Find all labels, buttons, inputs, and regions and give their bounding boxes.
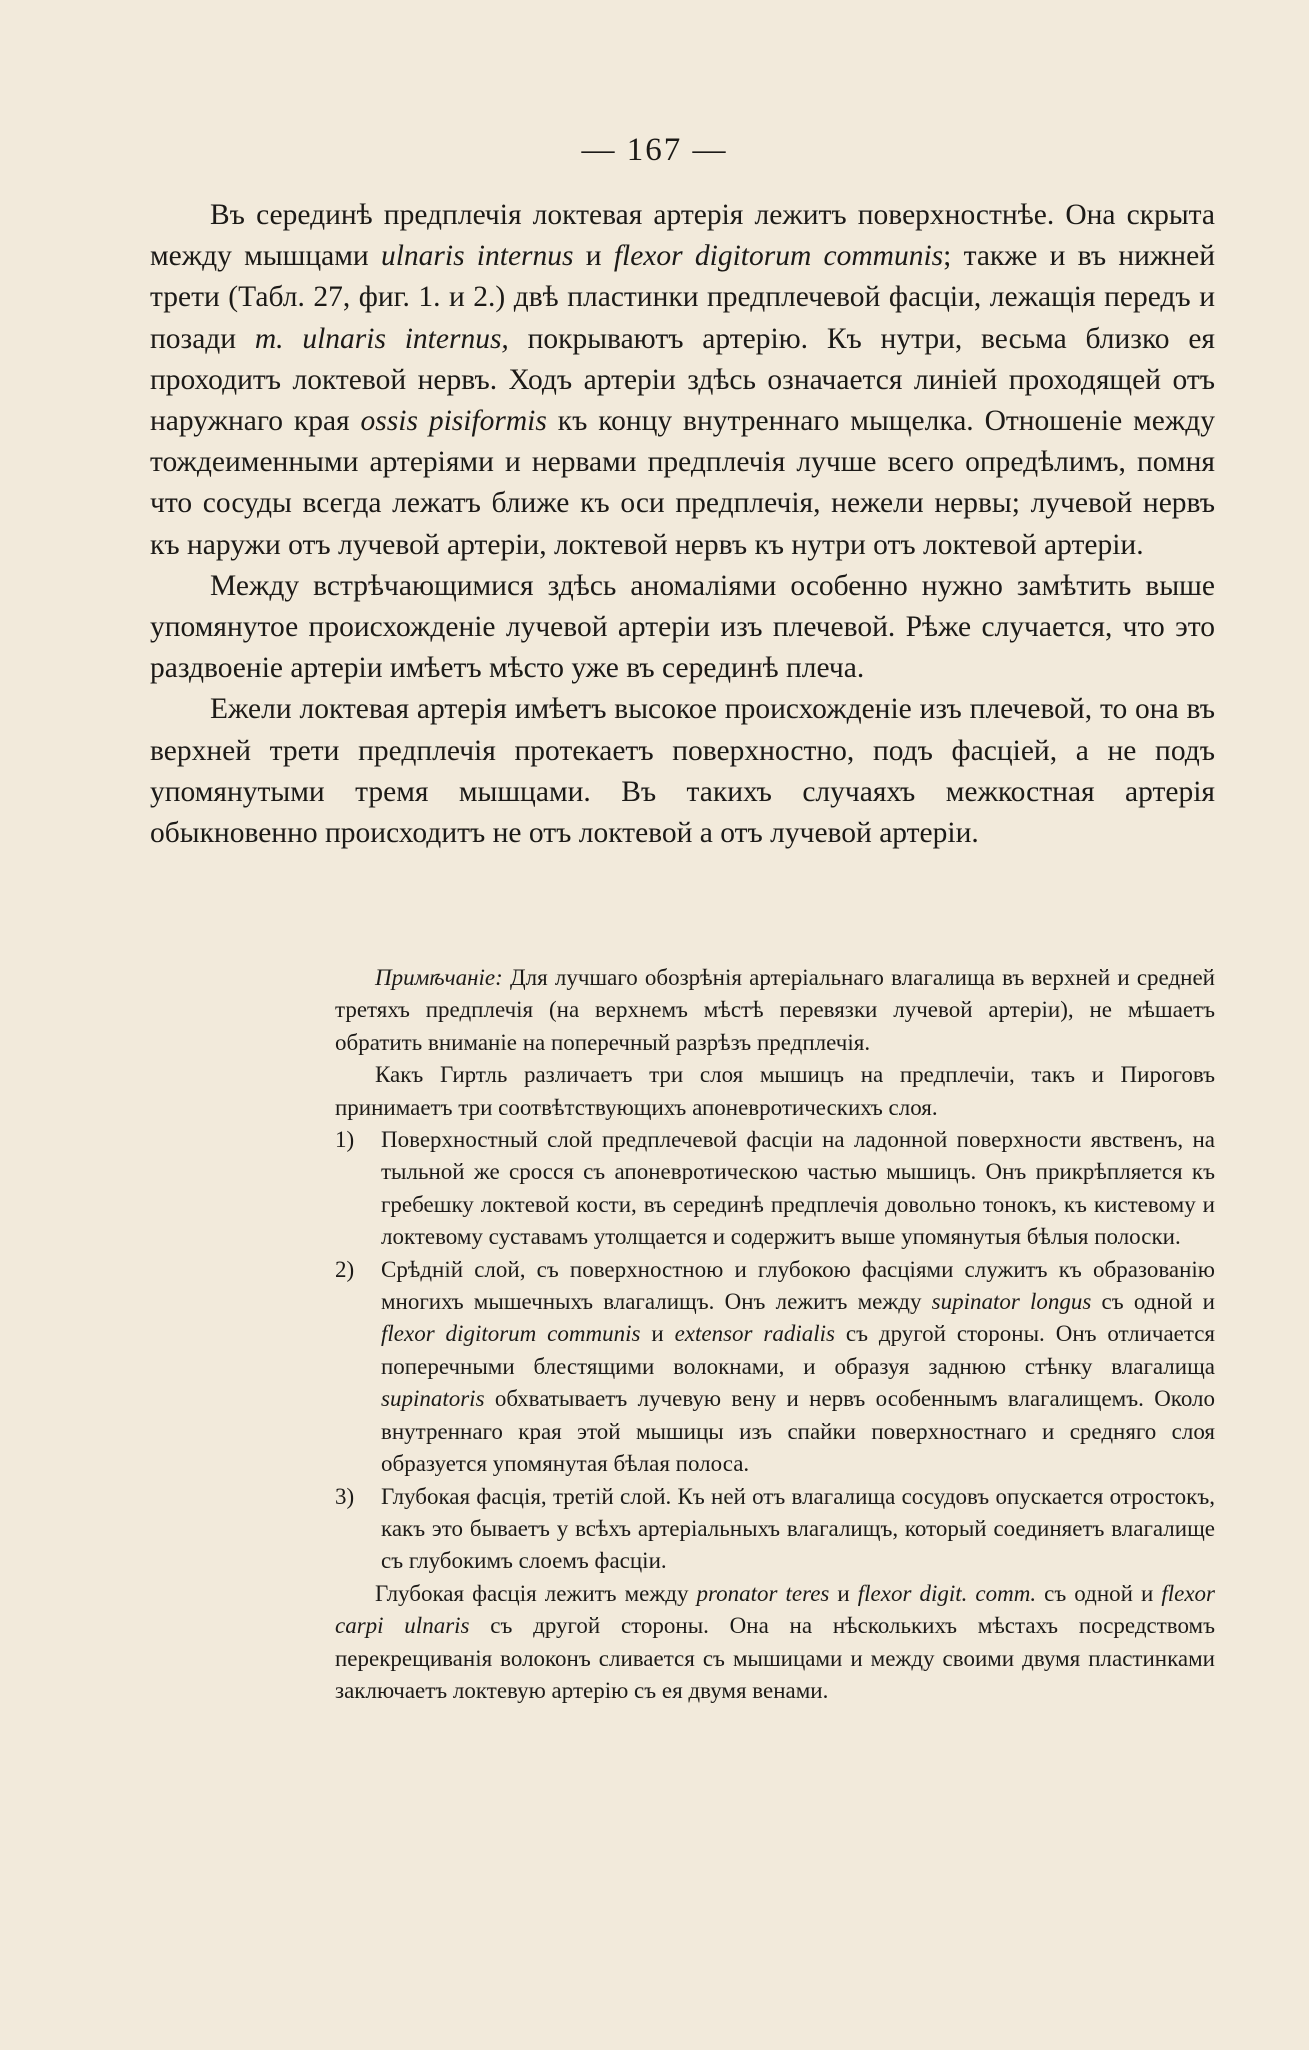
- paragraph-3: Ежели локтевая артерія имѣетъ высокое происхожденіе изъ плечевой, то она въ верхней трети предплечія протекаетъ поверхностно, подъ фасціей, а не подъ упомянутыми тремя мышцами. Въ такихъ случаяхъ межкостная артерія обыкновенно происходитъ не отъ локтевой а отъ лучевой артеріи.: [150, 693, 1215, 850]
- latin-term: m. ulnaris internus,: [254, 322, 509, 355]
- main-text: [150, 195, 1215, 854]
- note-paragraph-last: Глубокая фасція лежитъ между pronator teres и flexor digit. comm. съ одной и flexor carpi ulnaris съ другой стороны. Она на нѣсколькихъ мѣстахъ посредствомъ перекрещиванія волоконъ сливается съ мышицами и между своими двумя пластинками заключаетъ локтевую артерію съ ея двумя венами.: [335, 1580, 1216, 1703]
- list-number: 3): [335, 1483, 355, 1509]
- note-paragraph-1: Примѣчаніе: Для лучшаго обозрѣнія артеріальнаго влагалища въ верхней и средней третяхъ предплечія (на верхнемъ мѣстѣ перевязки лучевой артеріи), не мѣшаетъ обратить вниманіе на поперечный разрѣзъ предплечія.: [335, 965, 1215, 1055]
- latin-term: flexor digit. comm.: [857, 1580, 1037, 1606]
- latin-term: extensor radialis: [674, 1321, 835, 1347]
- latin-term: supinator longus: [931, 1289, 1092, 1315]
- latin-term: ossis pisiformis: [360, 405, 547, 438]
- note-heading: Примѣчаніе:: [375, 965, 503, 990]
- latin-term: flexor digitorum communis: [613, 240, 944, 273]
- paragraph-1: Въ серединѣ предплечія локтевая артерія лежитъ поверхностнѣе. Она скрыта между мышцами ulnaris internus и flexor digitorum communis; также и въ нижней трети (Табл. 27, фиг. 1. и 2.) двѣ пластинки предплечевой фасціи, лежащія передъ и позади m. ulnaris internus, покрываютъ артерію. Къ нутри, весьма близко ея проходитъ локтевой нервъ. Ходъ артеріи здѣсь означается линіей проходящей отъ наружнаго края ossis pisiformis къ концу внутреннаго мыщелка. Отношеніе между тождеименными артеріями и нервами предплечія лучше всего опредѣлимъ, помня что сосуды всегда лежатъ ближе къ оси предплечія, нежели нервы; лучевой нервъ къ наружи отъ лучевой артеріи, локтевой нервъ къ нутри отъ локтевой артеріи.: [150, 199, 1215, 561]
- list-text: Срѣдній слой, съ поверхностною и глубокою фасціями служитъ къ образованію многихъ мышечныхъ влагалищъ. Онъ лежитъ между supinator longus съ одной и flexor digitorum communis и extensor radialis съ другой стороны. Онъ отличается поперечными блестящими волокнами, и образуя заднюю стѣнку влагалища supinatoris обхватываетъ лучевую вену и нервъ особеннымъ влагалищемъ. Около внутреннаго края этой мышицы изъ спайки поверхностнаго и средняго слоя образуется упомянутая бѣлая полоса.: [381, 1256, 1215, 1477]
- list-text: Поверхностный слой предплечевой фасціи на ладонной поверхности явственъ, на тыльной же сросся съ апоневротическою частью мышицъ. Онъ прикрѣпляется къ гребешку локтевой кости, въ серединѣ предплечія довольно тонокъ, къ кистевому и локтевому суставамъ утолщается и содержитъ выше упомянутыя бѣлыя полоски.: [381, 1127, 1215, 1250]
- latin-term: flexor digitorum communis: [381, 1321, 641, 1347]
- footnote-block: [335, 962, 1215, 1707]
- list-number: 1): [335, 1127, 355, 1153]
- latin-term: flexor carpi ulnaris: [335, 1580, 1216, 1639]
- list-item: [335, 1481, 1215, 1578]
- list-text: Глубокая фасція, третій слой. Къ ней отъ влагалища сосудовъ опускается отростокъ, какъ это бываетъ у всѣхъ артеріальныхъ влагалищъ, который соединяетъ влагалище съ глубокимъ слоемъ фасціи.: [381, 1483, 1215, 1574]
- list-item: [335, 1254, 1215, 1481]
- note-paragraph-2: Какъ Гиртль различаетъ три слоя мышицъ на предплечіи, такъ и Пироговъ принимаетъ три соотвѣтствующихъ апоневротическихъ слоя.: [335, 1062, 1215, 1120]
- list-number: 2): [335, 1256, 355, 1282]
- latin-term: supinatoris: [381, 1386, 485, 1412]
- latin-term: pronator teres: [696, 1580, 830, 1606]
- page-number: — 167 —: [581, 132, 728, 168]
- list-item: [335, 1124, 1215, 1254]
- latin-term: ulnaris internus: [380, 240, 574, 273]
- paragraph-2: Между встрѣчающимися здѣсь аномаліями особенно нужно замѣтить выше упомянутое происхожденіе лучевой артеріи изъ плечевой. Рѣже случается, что это раздвоеніе артеріи имѣетъ мѣсто уже въ серединѣ плеча.: [150, 569, 1215, 685]
